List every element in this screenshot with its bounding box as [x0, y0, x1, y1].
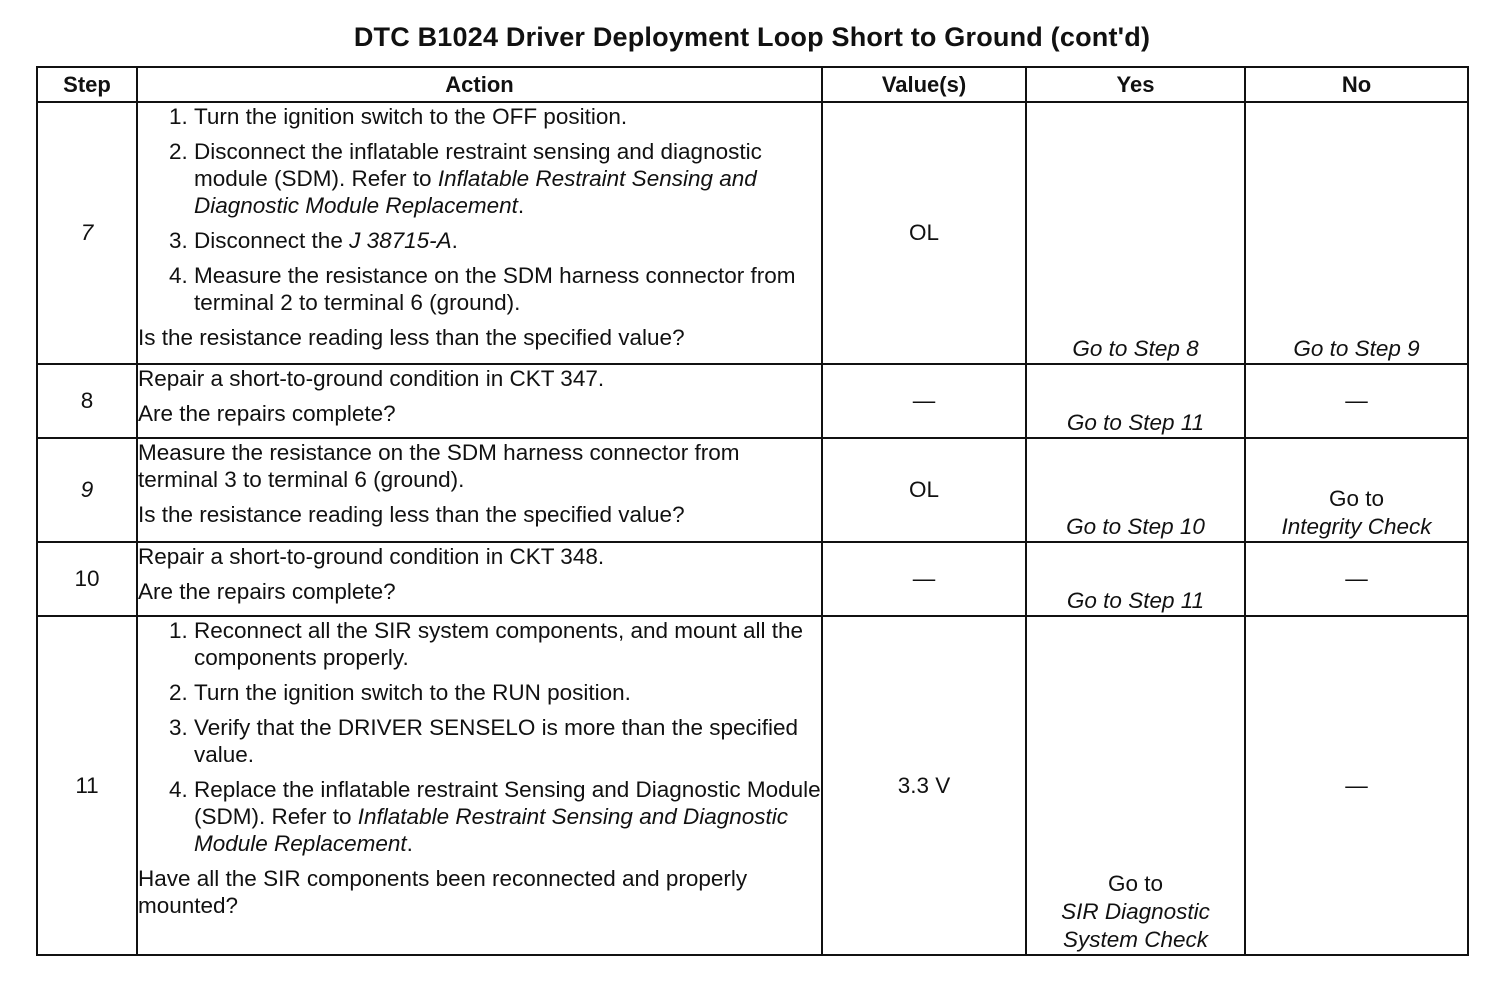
list-item: 3. Verify that the DRIVER SENSELO is more than the specified value.	[194, 714, 821, 768]
statement-text: Repair a short-to-ground condition in CKT 348.	[138, 544, 605, 569]
table-header-row	[37, 67, 1468, 102]
action-list	[138, 617, 821, 857]
integrity-check-link[interactable]: Integrity Check	[1281, 514, 1432, 539]
no-prefix: Go to	[1328, 486, 1385, 511]
header-value: Value(s)	[822, 67, 1026, 102]
list-item: 4. Replace the inflatable restraint Sensing and Diagnostic Module (SDM). Refer to Inflatable Restraint Sensing and Diagnostic Module Replacement.	[194, 776, 821, 857]
list-item: 1. Reconnect all the SIR system components, and mount all the components properly.	[194, 617, 821, 671]
reference-link[interactable]: Inflatable Restraint Sensing and Diagnostic Module Replacement	[194, 166, 757, 218]
no-dash: —	[1245, 542, 1468, 616]
table-row-step-11	[37, 616, 1468, 955]
step-number: 11	[37, 616, 137, 955]
list-item: 2. Turn the ignition switch to the RUN position.	[194, 679, 821, 706]
no-dash: —	[1245, 364, 1468, 438]
question-text: Is the resistance reading less than the specified value?	[138, 325, 685, 350]
table-row-step-10	[37, 542, 1468, 616]
action-list	[138, 103, 821, 316]
yes-link[interactable]: Go to Step 8	[1026, 102, 1245, 364]
step-number: 10	[37, 542, 137, 616]
list-item: 2. Disconnect the inflatable restraint sensing and diagnostic module (SDM). Refer to Inflatable Restraint Sensing and Diagnostic Module Replacement.	[194, 138, 821, 219]
question-text: Have all the SIR components been reconnected and properly mounted?	[138, 866, 748, 918]
reference-link[interactable]: Inflatable Restraint Sensing and Diagnostic Module Replacement	[194, 804, 789, 856]
yes-link[interactable]: Go to Step 11	[1026, 364, 1245, 438]
header-yes: Yes	[1026, 67, 1245, 102]
action-cell	[137, 616, 822, 955]
list-item: 1. Turn the ignition switch to the OFF position.	[194, 103, 821, 130]
question-text: Are the repairs complete?	[138, 401, 396, 426]
action-cell	[137, 438, 822, 542]
action-cell	[137, 102, 822, 364]
value-cell: —	[822, 542, 1026, 616]
header-no: No	[1245, 67, 1468, 102]
no-dash: —	[1245, 616, 1468, 955]
statement-text: Measure the resistance on the SDM harness connector from terminal 3 to terminal 6 (ground).	[138, 440, 740, 492]
tool-reference: J 38715-A	[349, 228, 452, 253]
no-cell	[1245, 438, 1468, 542]
step-number: 9	[37, 438, 137, 542]
list-item: 3. Disconnect the J 38715-A.	[194, 227, 821, 254]
value-cell: OL	[822, 438, 1026, 542]
question-text: Are the repairs complete?	[138, 579, 396, 604]
value-cell: 3.3 V	[822, 616, 1026, 955]
list-item: 4. Measure the resistance on the SDM harness connector from terminal 2 to terminal 6 (ground).	[194, 262, 821, 316]
question-text: Is the resistance reading less than the specified value?	[138, 502, 685, 527]
yes-prefix: Go to	[1107, 871, 1164, 896]
statement-text: Repair a short-to-ground condition in CKT 347.	[138, 366, 605, 391]
action-cell	[137, 364, 822, 438]
step-number: 8	[37, 364, 137, 438]
yes-cell	[1026, 616, 1245, 955]
value-cell: —	[822, 364, 1026, 438]
no-link[interactable]: Go to Step 9	[1245, 102, 1468, 364]
page-title: DTC B1024 Driver Deployment Loop Short to Ground (cont'd)	[353, 22, 1151, 52]
table-row-step-8	[37, 364, 1468, 438]
table-row-step-9	[37, 438, 1468, 542]
diagnostic-table	[36, 66, 1469, 956]
value-cell: OL	[822, 102, 1026, 364]
table-row-step-7	[37, 102, 1468, 364]
header-action: Action	[137, 67, 822, 102]
yes-link[interactable]: Go to Step 11	[1026, 542, 1245, 616]
step-number: 7	[37, 102, 137, 364]
action-cell	[137, 542, 822, 616]
sir-diagnostic-link[interactable]: SIR Diagnostic System Check	[1061, 899, 1210, 952]
yes-link[interactable]: Go to Step 10	[1026, 438, 1245, 542]
header-step: Step	[37, 67, 137, 102]
